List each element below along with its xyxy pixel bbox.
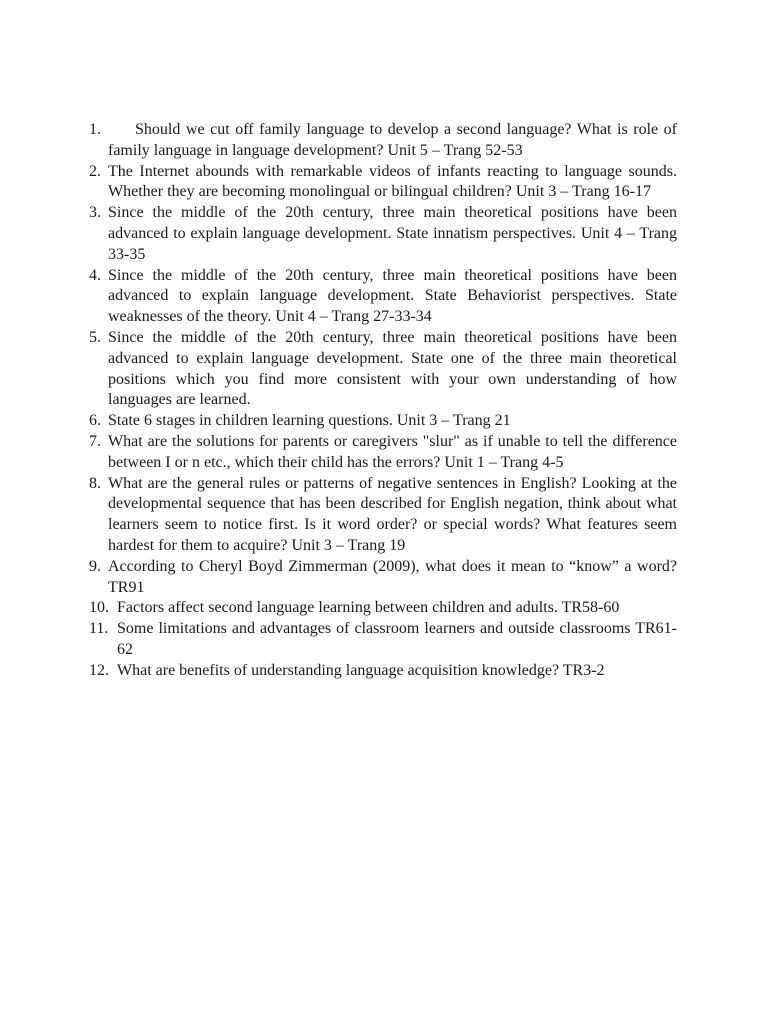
question-item-11 [89,619,677,661]
question-item-12 [89,661,677,682]
question-item-5 [89,328,677,411]
question-number: 2. [89,162,101,180]
question-text: Since the middle of the 20th century, three main theoretical positions have been advanced to explain language development. State Behaviorist perspectives. State weaknesses of the theory. Unit 4 – Trang 27-33-34 [108,266,677,326]
question-text: Some limitations and advantages of classroom learners and outside classrooms TR61-62 [117,620,677,658]
question-number: 11. [89,620,109,638]
question-number: 6. [89,412,101,430]
question-item-2 [89,162,677,204]
question-number: 10. [89,599,109,617]
question-item-1 [89,120,677,162]
question-text: State 6 stages in children learning questions. Unit 3 – Trang 21 [108,412,511,430]
question-text: Since the middle of the 20th century, three main theoretical positions have been advanced to explain language development. State innatism perspectives. Unit 4 – Trang 33-35 [108,204,677,263]
question-item-4 [89,266,677,328]
question-text: What are the general rules or patterns of negative sentences in English? Looking at the developmental sequence that has been described for English negation, think about what learners seem to notice first. Is it word order? or special words? What features seem hardest for them to acquire? Unit 3 – Trang 19 [108,474,677,554]
question-number: 4. [89,266,101,284]
question-text: What are benefits of understanding language acquisition knowledge? TR3-2 [117,661,605,679]
question-number: 3. [89,204,101,222]
question-text: The Internet abounds with remarkable videos of infants reacting to language sounds. Whether they are becoming monolingual or bilingual children? Unit 3 – Trang 16-17 [108,162,677,201]
question-number: 5. [89,328,101,346]
question-number: 7. [89,432,101,450]
question-text: What are the solutions for parents or caregivers "slur" as if unable to tell the difference between I or n etc., which their child has the errors? Unit 1 – Trang 4-5 [108,432,677,471]
question-text: According to Cheryl Boyd Zimmerman (2009), what does it mean to “know” a word? TR91 [108,557,677,596]
question-item-10 [89,598,677,619]
question-item-7 [89,432,677,474]
question-item-3 [89,203,677,265]
question-text: Since the middle of the 20th century, three main theoretical positions have been advanced to explain language development. State one of the three main theoretical positions which you find more consistent with your own understanding of how languages are learned. [108,328,677,409]
question-item-6 [89,411,677,432]
question-list [89,120,677,682]
question-item-8 [89,474,677,557]
question-number: 9. [89,557,101,575]
question-text: Factors affect second language learning between children and adults. TR58-60 [117,599,620,617]
question-text: Should we cut off family language to develop a second language? What is role of family language in language development? Unit 5 – Trang 52-53 [108,121,677,159]
question-item-9 [89,557,677,599]
question-number: 1. [89,121,101,138]
question-number: 12. [89,661,109,679]
question-number: 8. [89,474,101,492]
